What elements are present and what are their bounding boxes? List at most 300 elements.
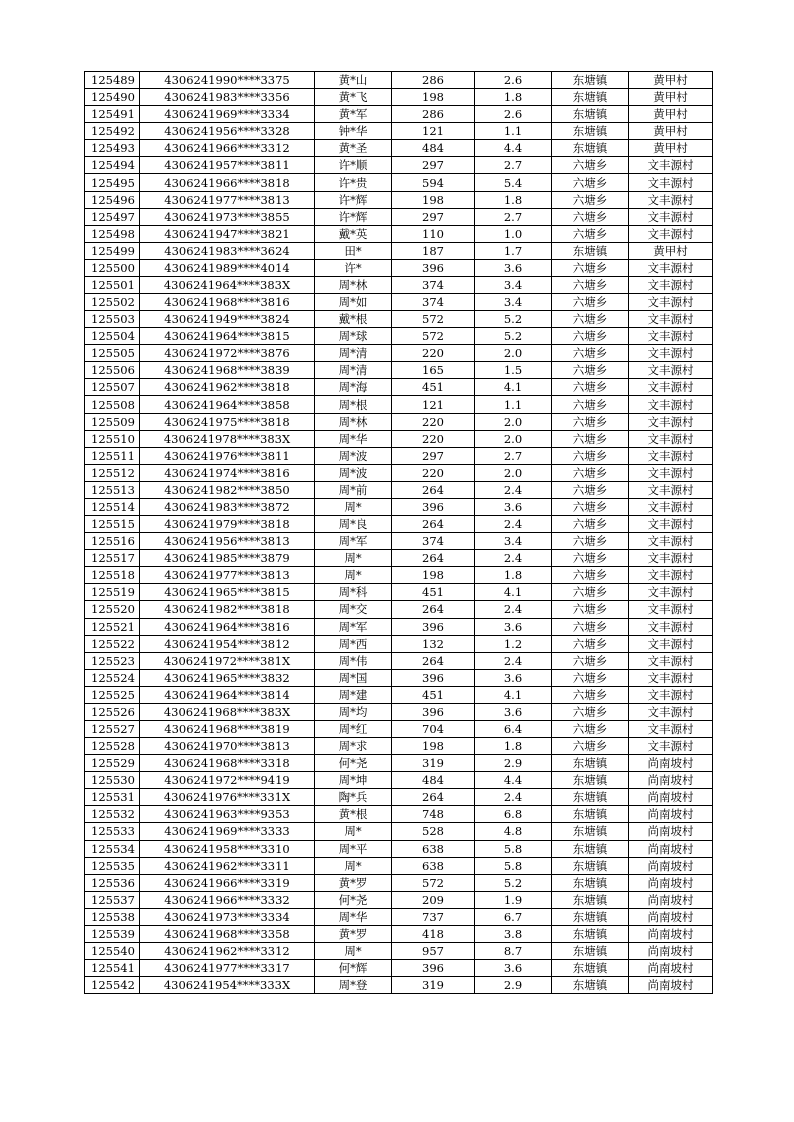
serial-number-cell: 125531 (85, 789, 140, 806)
table-row (85, 294, 713, 311)
amount-cell: 451 (392, 686, 475, 703)
serial-number-cell: 125533 (85, 823, 140, 840)
table-row (85, 806, 713, 823)
village-cell: 文丰源村 (629, 652, 713, 669)
area-cell: 2.7 (475, 447, 552, 464)
area-cell: 3.6 (475, 618, 552, 635)
name-cell: 周*如 (315, 294, 392, 311)
table-row (85, 908, 713, 925)
amount-cell: 484 (392, 772, 475, 789)
table-row (85, 652, 713, 669)
id-number-cell: 4306241964****3815 (140, 328, 315, 345)
amount-cell: 297 (392, 447, 475, 464)
township-cell: 六塘乡 (552, 618, 629, 635)
id-number-cell: 4306241965****3815 (140, 584, 315, 601)
id-number-cell: 4306241965****3832 (140, 669, 315, 686)
table-row (85, 259, 713, 276)
name-cell: 周*林 (315, 413, 392, 430)
township-cell: 六塘乡 (552, 498, 629, 515)
name-cell: 周*国 (315, 669, 392, 686)
table-row (85, 345, 713, 362)
amount-cell: 220 (392, 413, 475, 430)
village-cell: 文丰源村 (629, 703, 713, 720)
amount-cell: 396 (392, 960, 475, 977)
table-row (85, 140, 713, 157)
amount-cell: 374 (392, 294, 475, 311)
village-cell: 文丰源村 (629, 669, 713, 686)
serial-number-cell: 125522 (85, 635, 140, 652)
table-row (85, 89, 713, 106)
name-cell: 黄*军 (315, 106, 392, 123)
name-cell: 周*求 (315, 738, 392, 755)
name-cell: 黄*根 (315, 806, 392, 823)
village-cell: 文丰源村 (629, 720, 713, 737)
amount-cell: 737 (392, 908, 475, 925)
village-cell: 文丰源村 (629, 686, 713, 703)
area-cell: 1.1 (475, 396, 552, 413)
amount-cell: 374 (392, 276, 475, 293)
id-number-cell: 4306241982****3818 (140, 601, 315, 618)
serial-number-cell: 125526 (85, 703, 140, 720)
area-cell: 2.7 (475, 208, 552, 225)
name-cell: 周* (315, 567, 392, 584)
id-number-cell: 4306241964****383X (140, 276, 315, 293)
village-cell: 文丰源村 (629, 294, 713, 311)
serial-number-cell: 125536 (85, 874, 140, 891)
serial-number-cell: 125501 (85, 276, 140, 293)
township-cell: 东塘镇 (552, 891, 629, 908)
area-cell: 1.9 (475, 891, 552, 908)
area-cell: 4.4 (475, 140, 552, 157)
area-cell: 5.8 (475, 840, 552, 857)
village-cell: 文丰源村 (629, 498, 713, 515)
name-cell: 戴*英 (315, 225, 392, 242)
township-cell: 东塘镇 (552, 140, 629, 157)
township-cell: 六塘乡 (552, 652, 629, 669)
township-cell: 六塘乡 (552, 276, 629, 293)
amount-cell: 451 (392, 584, 475, 601)
amount-cell: 264 (392, 516, 475, 533)
village-cell: 文丰源村 (629, 174, 713, 191)
area-cell: 1.8 (475, 89, 552, 106)
area-cell: 1.0 (475, 225, 552, 242)
township-cell: 六塘乡 (552, 413, 629, 430)
amount-cell: 319 (392, 977, 475, 994)
name-cell: 陶*兵 (315, 789, 392, 806)
township-cell: 六塘乡 (552, 464, 629, 481)
id-number-cell: 4306241983****3356 (140, 89, 315, 106)
township-cell: 东塘镇 (552, 806, 629, 823)
table-row (85, 669, 713, 686)
name-cell: 许*贵 (315, 174, 392, 191)
name-cell: 许*辉 (315, 208, 392, 225)
serial-number-cell: 125510 (85, 430, 140, 447)
amount-cell: 297 (392, 157, 475, 174)
township-cell: 东塘镇 (552, 908, 629, 925)
village-cell: 文丰源村 (629, 413, 713, 430)
table-row (85, 942, 713, 959)
serial-number-cell: 125542 (85, 977, 140, 994)
name-cell: 周*西 (315, 635, 392, 652)
area-cell: 1.7 (475, 242, 552, 259)
amount-cell: 396 (392, 703, 475, 720)
amount-cell: 198 (392, 567, 475, 584)
area-cell: 1.8 (475, 567, 552, 584)
name-cell: 周*交 (315, 601, 392, 618)
serial-number-cell: 125521 (85, 618, 140, 635)
table-row (85, 464, 713, 481)
table-row (85, 755, 713, 772)
table-row (85, 550, 713, 567)
serial-number-cell: 125504 (85, 328, 140, 345)
table-row (85, 413, 713, 430)
name-cell: 黄*圣 (315, 140, 392, 157)
serial-number-cell: 125534 (85, 840, 140, 857)
name-cell: 何*辉 (315, 960, 392, 977)
amount-cell: 264 (392, 550, 475, 567)
name-cell: 周*科 (315, 584, 392, 601)
village-cell: 文丰源村 (629, 550, 713, 567)
name-cell: 黄*罗 (315, 925, 392, 942)
area-cell: 3.6 (475, 498, 552, 515)
township-cell: 六塘乡 (552, 311, 629, 328)
amount-cell: 374 (392, 533, 475, 550)
village-cell: 文丰源村 (629, 259, 713, 276)
serial-number-cell: 125539 (85, 925, 140, 942)
id-number-cell: 4306241973****3334 (140, 908, 315, 925)
table-row (85, 840, 713, 857)
township-cell: 六塘乡 (552, 601, 629, 618)
serial-number-cell: 125495 (85, 174, 140, 191)
name-cell: 周*根 (315, 396, 392, 413)
table-row (85, 857, 713, 874)
area-cell: 2.4 (475, 789, 552, 806)
amount-cell: 198 (392, 191, 475, 208)
serial-number-cell: 125538 (85, 908, 140, 925)
village-cell: 尚南坡村 (629, 789, 713, 806)
area-cell: 2.0 (475, 413, 552, 430)
table-row (85, 618, 713, 635)
village-cell: 文丰源村 (629, 601, 713, 618)
area-cell: 5.8 (475, 857, 552, 874)
id-number-cell: 4306241962****3818 (140, 379, 315, 396)
township-cell: 六塘乡 (552, 208, 629, 225)
village-cell: 尚南坡村 (629, 772, 713, 789)
township-cell: 东塘镇 (552, 942, 629, 959)
area-cell: 5.4 (475, 174, 552, 191)
serial-number-cell: 125529 (85, 755, 140, 772)
amount-cell: 286 (392, 72, 475, 89)
amount-cell: 638 (392, 840, 475, 857)
id-number-cell: 4306241990****3375 (140, 72, 315, 89)
serial-number-cell: 125517 (85, 550, 140, 567)
village-cell: 文丰源村 (629, 362, 713, 379)
amount-cell: 297 (392, 208, 475, 225)
area-cell: 2.6 (475, 106, 552, 123)
area-cell: 2.0 (475, 345, 552, 362)
table-row (85, 242, 713, 259)
table-row (85, 874, 713, 891)
serial-number-cell: 125508 (85, 396, 140, 413)
serial-number-cell: 125502 (85, 294, 140, 311)
id-number-cell: 4306241962****3311 (140, 857, 315, 874)
township-cell: 六塘乡 (552, 328, 629, 345)
name-cell: 周*平 (315, 840, 392, 857)
amount-cell: 319 (392, 755, 475, 772)
serial-number-cell: 125540 (85, 942, 140, 959)
serial-number-cell: 125500 (85, 259, 140, 276)
township-cell: 六塘乡 (552, 345, 629, 362)
township-cell: 六塘乡 (552, 584, 629, 601)
amount-cell: 484 (392, 140, 475, 157)
table-row (85, 396, 713, 413)
village-cell: 尚南坡村 (629, 806, 713, 823)
id-number-cell: 4306241972****381X (140, 652, 315, 669)
table-row (85, 789, 713, 806)
village-cell: 尚南坡村 (629, 960, 713, 977)
id-number-cell: 4306241954****3812 (140, 635, 315, 652)
serial-number-cell: 125528 (85, 738, 140, 755)
area-cell: 5.2 (475, 328, 552, 345)
amount-cell: 396 (392, 498, 475, 515)
id-number-cell: 4306241966****3332 (140, 891, 315, 908)
amount-cell: 396 (392, 618, 475, 635)
id-number-cell: 4306241977****3813 (140, 567, 315, 584)
village-cell: 文丰源村 (629, 584, 713, 601)
area-cell: 1.2 (475, 635, 552, 652)
township-cell: 东塘镇 (552, 823, 629, 840)
area-cell: 3.6 (475, 703, 552, 720)
serial-number-cell: 125512 (85, 464, 140, 481)
id-number-cell: 4306241979****3818 (140, 516, 315, 533)
name-cell: 周*华 (315, 430, 392, 447)
name-cell: 黄*罗 (315, 874, 392, 891)
township-cell: 六塘乡 (552, 635, 629, 652)
id-number-cell: 4306241976****3811 (140, 447, 315, 464)
amount-cell: 264 (392, 789, 475, 806)
village-cell: 尚南坡村 (629, 908, 713, 925)
township-cell: 六塘乡 (552, 294, 629, 311)
id-number-cell: 4306241954****333X (140, 977, 315, 994)
id-number-cell: 4306241964****3858 (140, 396, 315, 413)
serial-number-cell: 125507 (85, 379, 140, 396)
serial-number-cell: 125503 (85, 311, 140, 328)
amount-cell: 165 (392, 362, 475, 379)
name-cell: 周*红 (315, 720, 392, 737)
village-cell: 文丰源村 (629, 447, 713, 464)
area-cell: 2.4 (475, 550, 552, 567)
township-cell: 六塘乡 (552, 720, 629, 737)
township-cell: 东塘镇 (552, 874, 629, 891)
table-row (85, 516, 713, 533)
id-number-cell: 4306241983****3872 (140, 498, 315, 515)
serial-number-cell: 125494 (85, 157, 140, 174)
name-cell: 周*建 (315, 686, 392, 703)
township-cell: 东塘镇 (552, 89, 629, 106)
township-cell: 六塘乡 (552, 259, 629, 276)
serial-number-cell: 125518 (85, 567, 140, 584)
serial-number-cell: 125514 (85, 498, 140, 515)
table-row (85, 225, 713, 242)
id-number-cell: 4306241966****3818 (140, 174, 315, 191)
village-cell: 黄甲村 (629, 123, 713, 140)
serial-number-cell: 125499 (85, 242, 140, 259)
serial-number-cell: 125491 (85, 106, 140, 123)
village-cell: 文丰源村 (629, 738, 713, 755)
area-cell: 3.6 (475, 259, 552, 276)
id-number-cell: 4306241968****383X (140, 703, 315, 720)
area-cell: 2.0 (475, 464, 552, 481)
id-number-cell: 4306241956****3328 (140, 123, 315, 140)
area-cell: 1.8 (475, 738, 552, 755)
area-cell: 2.0 (475, 430, 552, 447)
id-number-cell: 4306241970****3813 (140, 738, 315, 755)
id-number-cell: 4306241974****3816 (140, 464, 315, 481)
amount-cell: 132 (392, 635, 475, 652)
township-cell: 六塘乡 (552, 567, 629, 584)
serial-number-cell: 125497 (85, 208, 140, 225)
village-cell: 黄甲村 (629, 89, 713, 106)
table-row (85, 772, 713, 789)
name-cell: 周*伟 (315, 652, 392, 669)
serial-number-cell: 125509 (85, 413, 140, 430)
table-row (85, 276, 713, 293)
area-cell: 2.4 (475, 481, 552, 498)
serial-number-cell: 125498 (85, 225, 140, 242)
amount-cell: 198 (392, 738, 475, 755)
name-cell: 何*尧 (315, 891, 392, 908)
township-cell: 六塘乡 (552, 686, 629, 703)
amount-cell: 528 (392, 823, 475, 840)
name-cell: 黄*飞 (315, 89, 392, 106)
township-cell: 东塘镇 (552, 960, 629, 977)
name-cell: 周*华 (315, 908, 392, 925)
amount-cell: 957 (392, 942, 475, 959)
area-cell: 3.4 (475, 294, 552, 311)
table-row (85, 567, 713, 584)
serial-number-cell: 125513 (85, 481, 140, 498)
township-cell: 六塘乡 (552, 550, 629, 567)
area-cell: 1.1 (475, 123, 552, 140)
serial-number-cell: 125516 (85, 533, 140, 550)
area-cell: 4.1 (475, 584, 552, 601)
id-number-cell: 4306241966****3319 (140, 874, 315, 891)
village-cell: 文丰源村 (629, 191, 713, 208)
name-cell: 许* (315, 259, 392, 276)
serial-number-cell: 125496 (85, 191, 140, 208)
data-table (84, 71, 713, 994)
village-cell: 文丰源村 (629, 345, 713, 362)
township-cell: 东塘镇 (552, 106, 629, 123)
name-cell: 周*均 (315, 703, 392, 720)
serial-number-cell: 125532 (85, 806, 140, 823)
township-cell: 六塘乡 (552, 225, 629, 242)
area-cell: 3.4 (475, 276, 552, 293)
table-row (85, 208, 713, 225)
amount-cell: 396 (392, 669, 475, 686)
township-cell: 东塘镇 (552, 789, 629, 806)
area-cell: 2.4 (475, 601, 552, 618)
name-cell: 周*军 (315, 533, 392, 550)
serial-number-cell: 125489 (85, 72, 140, 89)
table-row (85, 362, 713, 379)
id-number-cell: 4306241968****3819 (140, 720, 315, 737)
village-cell: 尚南坡村 (629, 755, 713, 772)
village-cell: 黄甲村 (629, 140, 713, 157)
serial-number-cell: 125506 (85, 362, 140, 379)
id-number-cell: 4306241968****3358 (140, 925, 315, 942)
township-cell: 六塘乡 (552, 516, 629, 533)
amount-cell: 220 (392, 464, 475, 481)
id-number-cell: 4306241949****3824 (140, 311, 315, 328)
table-row (85, 703, 713, 720)
amount-cell: 638 (392, 857, 475, 874)
table-row (85, 584, 713, 601)
name-cell: 周*登 (315, 977, 392, 994)
amount-cell: 572 (392, 328, 475, 345)
village-cell: 文丰源村 (629, 396, 713, 413)
name-cell: 许*顺 (315, 157, 392, 174)
amount-cell: 121 (392, 123, 475, 140)
amount-cell: 264 (392, 481, 475, 498)
amount-cell: 198 (392, 89, 475, 106)
name-cell: 田* (315, 242, 392, 259)
area-cell: 6.4 (475, 720, 552, 737)
area-cell: 2.4 (475, 652, 552, 669)
table-row (85, 533, 713, 550)
table-row (85, 379, 713, 396)
township-cell: 六塘乡 (552, 396, 629, 413)
id-number-cell: 4306241985****3879 (140, 550, 315, 567)
village-cell: 文丰源村 (629, 157, 713, 174)
serial-number-cell: 125490 (85, 89, 140, 106)
name-cell: 戴*根 (315, 311, 392, 328)
table-row (85, 311, 713, 328)
id-number-cell: 4306241963****9353 (140, 806, 315, 823)
area-cell: 1.8 (475, 191, 552, 208)
name-cell: 周*坤 (315, 772, 392, 789)
village-cell: 尚南坡村 (629, 977, 713, 994)
name-cell: 周*海 (315, 379, 392, 396)
village-cell: 文丰源村 (629, 276, 713, 293)
township-cell: 六塘乡 (552, 157, 629, 174)
id-number-cell: 4306241989****4014 (140, 259, 315, 276)
table-row (85, 328, 713, 345)
village-cell: 尚南坡村 (629, 874, 713, 891)
area-cell: 4.1 (475, 686, 552, 703)
name-cell: 周*波 (315, 447, 392, 464)
id-number-cell: 4306241982****3850 (140, 481, 315, 498)
id-number-cell: 4306241969****3334 (140, 106, 315, 123)
id-number-cell: 4306241968****3318 (140, 755, 315, 772)
village-cell: 文丰源村 (629, 533, 713, 550)
township-cell: 六塘乡 (552, 174, 629, 191)
township-cell: 六塘乡 (552, 738, 629, 755)
table-row (85, 106, 713, 123)
id-number-cell: 4306241973****3855 (140, 208, 315, 225)
table-body (85, 72, 713, 994)
serial-number-cell: 125505 (85, 345, 140, 362)
id-number-cell: 4306241977****3317 (140, 960, 315, 977)
serial-number-cell: 125541 (85, 960, 140, 977)
township-cell: 东塘镇 (552, 72, 629, 89)
name-cell: 周* (315, 823, 392, 840)
village-cell: 文丰源村 (629, 464, 713, 481)
name-cell: 周*清 (315, 345, 392, 362)
serial-number-cell: 125515 (85, 516, 140, 533)
area-cell: 5.2 (475, 311, 552, 328)
village-cell: 尚南坡村 (629, 891, 713, 908)
